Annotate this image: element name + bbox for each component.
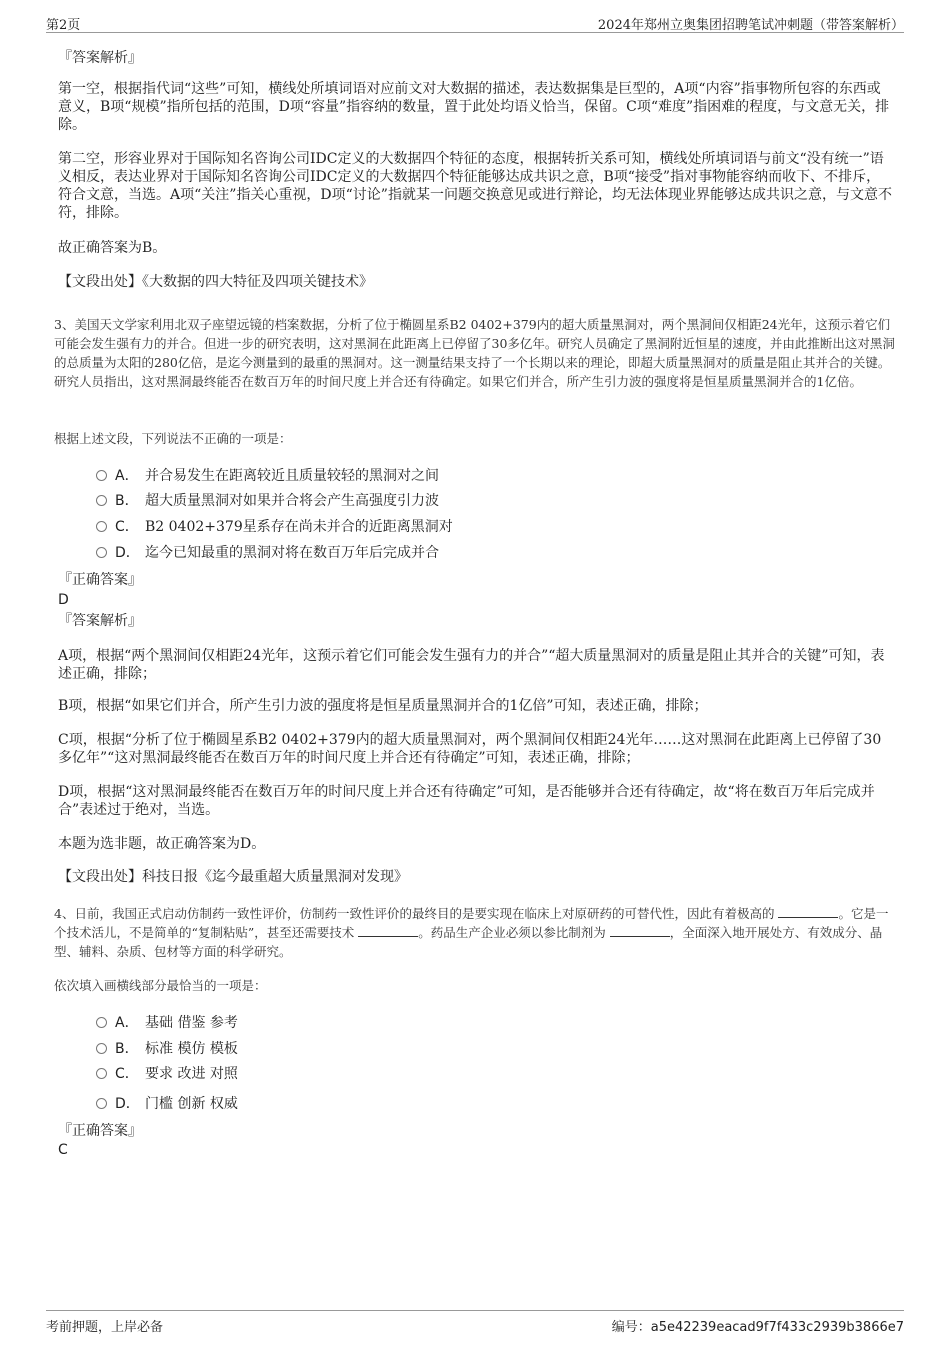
q2-conclusion: 故正确答案为B。 — [58, 240, 167, 256]
page-header — [46, 12, 904, 33]
q4-prompt: 依次填入画横线部分最恰当的一项是： — [54, 978, 267, 993]
q3-analysis-heading: 『答案解析』 — [58, 613, 142, 629]
document-title: 2024年郑州立奥集团招聘笔试冲刺题（带答案解析） — [597, 18, 904, 33]
fill-blank — [778, 905, 838, 918]
radio-icon[interactable] — [96, 547, 107, 558]
q4-answer: C — [58, 1142, 68, 1158]
q3-option-b[interactable]: B． 超大质量黑洞对如果并合将会产生高强度引力波 — [96, 492, 439, 510]
fill-blank — [610, 924, 670, 937]
q3-conclusion: 本题为选非题，故正确答案为D。 — [58, 836, 266, 852]
page-footer — [46, 1310, 904, 1335]
q3-stem: 3、美国天文学家利用北双子座望远镜的档案数据，分析了位于椭圆星系B2 0402+379内的超大质量黑洞对，两个黑洞间仅相距24光年，这预示着它们可能会发生强有力的并合。但进一步的研究表明，这对黑洞在此距离上已停留了30多亿年。研究人员确定了黑洞附近恒星的速度，并由此推断出这对黑洞的总质量为太阳的280亿倍，是迄今测量到的最重的黑洞对。这一测量结果支持了一个长期以来的理论，即超大质量黑洞对的质量是阻止其并合的关键。研究人员指出，这对黑洞最终能否在数百万年的时间尺度上并合还有待确定。如果它们并合，所产生引力波的强度将是恒星质量黑洞并合的1亿倍。 — [54, 317, 895, 389]
q4-option-a[interactable]: A． 基础 借鉴 参考 — [96, 1014, 238, 1032]
q3-option-d[interactable]: D． 迄今已知最重的黑洞对将在数百万年后完成并合 — [96, 544, 439, 562]
footer-slogan: 考前押题，上岸必备 — [46, 1320, 164, 1335]
radio-icon[interactable] — [96, 495, 107, 506]
fill-blank — [358, 924, 418, 937]
radio-icon[interactable] — [96, 521, 107, 532]
q2-analysis-para2: 第二空，形容业界对于国际知名咨询公司IDC定义的大数据四个特征的态度，根据转折关系可知，横线处所填词语与前文“没有统一”语义相反，表达业界对于国际知名咨询公司IDC定义的大数据四个特征能够达成共识之意，B项“接受”指对事物能容纳而收下、不排斥，符合文意，当选。A项“关注”指关心重视，D项“讨论”指就某一问题交换意见或进行辩论，均无法体现业界能够达成共识之意，与文意不符，排除。 — [58, 151, 892, 221]
q4-option-b[interactable]: B． 标准 模仿 模板 — [96, 1040, 238, 1058]
q4-answer-heading: 『正确答案』 — [58, 1123, 142, 1139]
q2-source: 【文段出处】《大数据的四大特征及四项关键技术》 — [58, 274, 373, 290]
q3-prompt: 根据上述文段，下列说法不正确的一项是： — [54, 431, 292, 446]
q4-option-c[interactable]: C． 要求 改进 对照 — [96, 1065, 238, 1083]
q3-option-a[interactable]: A． 并合易发生在距离较近且质量较轻的黑洞对之间 — [96, 467, 439, 485]
q3-source: 【文段出处】科技日报《迄今最重超大质量黑洞对发现》 — [58, 869, 408, 885]
q2-analysis-para1: 第一空，根据指代词“这些”可知，横线处所填词语对应前文对大数据的描述，表达数据集是巨型的，A项“内容”指事物所包容的东西或意义，B项“规模”指所包括的范围，D项“容量”指容纳的数量，置于此处均语义恰当，保留。C项“难度”指困难的程度，与文意无关，排除。 — [58, 81, 890, 133]
q3-analysis-b: B项，根据“如果它们并合，所产生引力波的强度将是恒星质量黑洞并合的1亿倍”可知，表述正确，排除； — [58, 698, 708, 714]
radio-icon[interactable] — [96, 470, 107, 481]
radio-icon[interactable] — [96, 1098, 107, 1109]
q3-answer: D — [58, 592, 69, 608]
q3-analysis-d: D项，根据“这对黑洞最终能否在数百万年的时间尺度上并合还有待确定”可知，是否能够并合还有待确定，故“将在数百万年后完成并合”表述过于绝对，当选。 — [58, 784, 875, 818]
page-number: 第2页 — [46, 18, 81, 33]
q3-option-c[interactable]: C． B2 0402+379星系存在尚未并合的近距离黑洞对 — [96, 518, 453, 536]
radio-icon[interactable] — [96, 1068, 107, 1079]
q3-answer-heading: 『正确答案』 — [58, 572, 142, 588]
radio-icon[interactable] — [96, 1043, 107, 1054]
radio-icon[interactable] — [96, 1017, 107, 1028]
q2-analysis-heading: 『答案解析』 — [58, 50, 142, 66]
q4-stem: 4、日前，我国正式启动仿制药一致性评价，仿制药一致性评价的最终目的是要实现在临床上对原研药的可替代性，因此有着极高的 。它是一个技术活儿，不是简单的“复制粘贴”，甚至还需要技术 。药品生产企业必须以参比制剂为 ，全面深入地开展处方、有效成分、晶型、辅料、杂质、包材等方面的科学研究。 — [54, 906, 889, 959]
q3-analysis-a: A项，根据“两个黑洞间仅相距24光年，这预示着它们可能会发生强有力的并合”“超大质量黑洞对的质量是阻止其并合的关键”可知，表述正确，排除； — [58, 648, 885, 682]
q4-option-d[interactable]: D． 门槛 创新 权威 — [96, 1095, 238, 1113]
document-code: 编号：a5e42239eacad9f7f433c2939b3866e7 — [611, 1320, 904, 1335]
q3-analysis-c: C项，根据“分析了位于椭圆星系B2 0402+379内的超大质量黑洞对，两个黑洞间仅相距24光年……这对黑洞在此距离上已停留了30多亿年”“这对黑洞最终能否在数百万年的时间尺度上并合还有待确定”可知，表述正确，排除； — [58, 732, 882, 766]
